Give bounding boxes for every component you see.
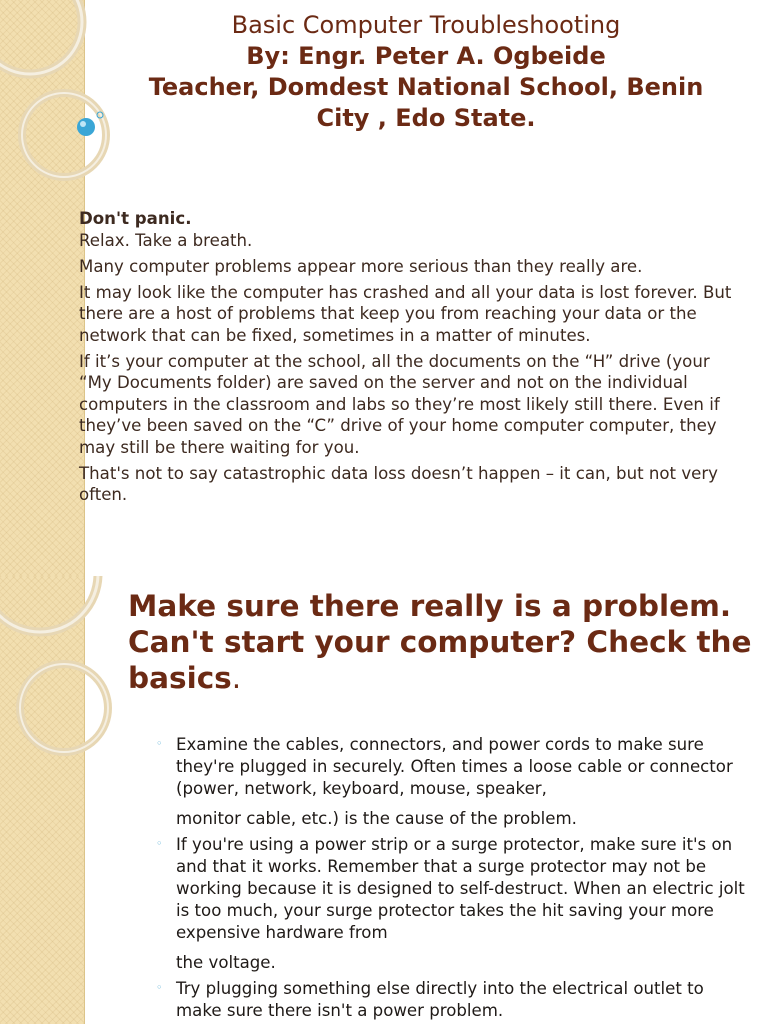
list-item xyxy=(156,734,746,830)
bullet-list xyxy=(156,734,746,1024)
bullet-text-last-line: monitor cable, etc.) is the cause of the problem. xyxy=(176,809,577,828)
bullet-text-last-line: the voltage. xyxy=(176,953,276,972)
circle-ornament xyxy=(0,576,120,836)
slide-1-body xyxy=(79,208,739,510)
role-line-2: City , Edo State. xyxy=(316,104,536,132)
paragraph: If it’s your computer at the school, all the documents on the “H” drive (your “My Documents folder) are saved on the server and not on the individual computers in the classroom and labs so they’re most likely still there. Even if they’ve been saved on the “C” drive of your home computer computer, they may still be there waiting for you. xyxy=(79,351,720,457)
slide-2 xyxy=(0,576,768,1024)
heading-text: Make sure there really is a problem. Can't start your computer? Check the basics xyxy=(128,589,752,695)
lead-text: Don't panic. xyxy=(79,209,192,228)
paragraph: Relax. Take a breath. xyxy=(79,230,253,250)
slide-heading xyxy=(128,588,758,696)
paragraph: That's not to say catastrophic data loss doesn’t happen – it can, but not very often. xyxy=(79,463,719,504)
paragraph: It may look like the computer has crashed and all your data is lost forever. But there are a host of problems that keep you from reaching your data or the network that can be fixed, sometimes in a matter of minutes. xyxy=(79,282,732,345)
slide-title: Basic Computer Troubleshooting xyxy=(231,11,621,39)
bullet-icon: ◦ xyxy=(156,837,163,850)
bullet-text: If you're using a power strip or a surge protector, make sure it's on and that it works. Remember that a surge protector may not be working because it is designed to self-destruct. When an electric jolt is too much, your surge protector takes the hit saving your more expensive hardware from xyxy=(176,835,745,942)
paragraph: Many computer problems appear more serious than they really are. xyxy=(79,256,643,276)
bullet-icon: ◦ xyxy=(156,737,163,750)
bullet-text: Try plugging something else directly into the electrical outlet to make sure there isn't a power problem. xyxy=(176,979,704,1020)
bullet-text: Examine the cables, connectors, and power cords to make sure they're plugged in securely. Often times a loose cable or connector (power, network, keyboard, mouse, speaker, xyxy=(176,735,733,798)
author-line: By: Engr. Peter A. Ogbeide xyxy=(246,42,606,70)
bullet-icon: ◦ xyxy=(156,981,163,994)
list-item xyxy=(156,834,746,974)
heading-period: . xyxy=(231,661,242,695)
list-item xyxy=(156,978,746,1022)
role-line-1: Teacher, Domdest National School, Benin xyxy=(148,73,704,101)
